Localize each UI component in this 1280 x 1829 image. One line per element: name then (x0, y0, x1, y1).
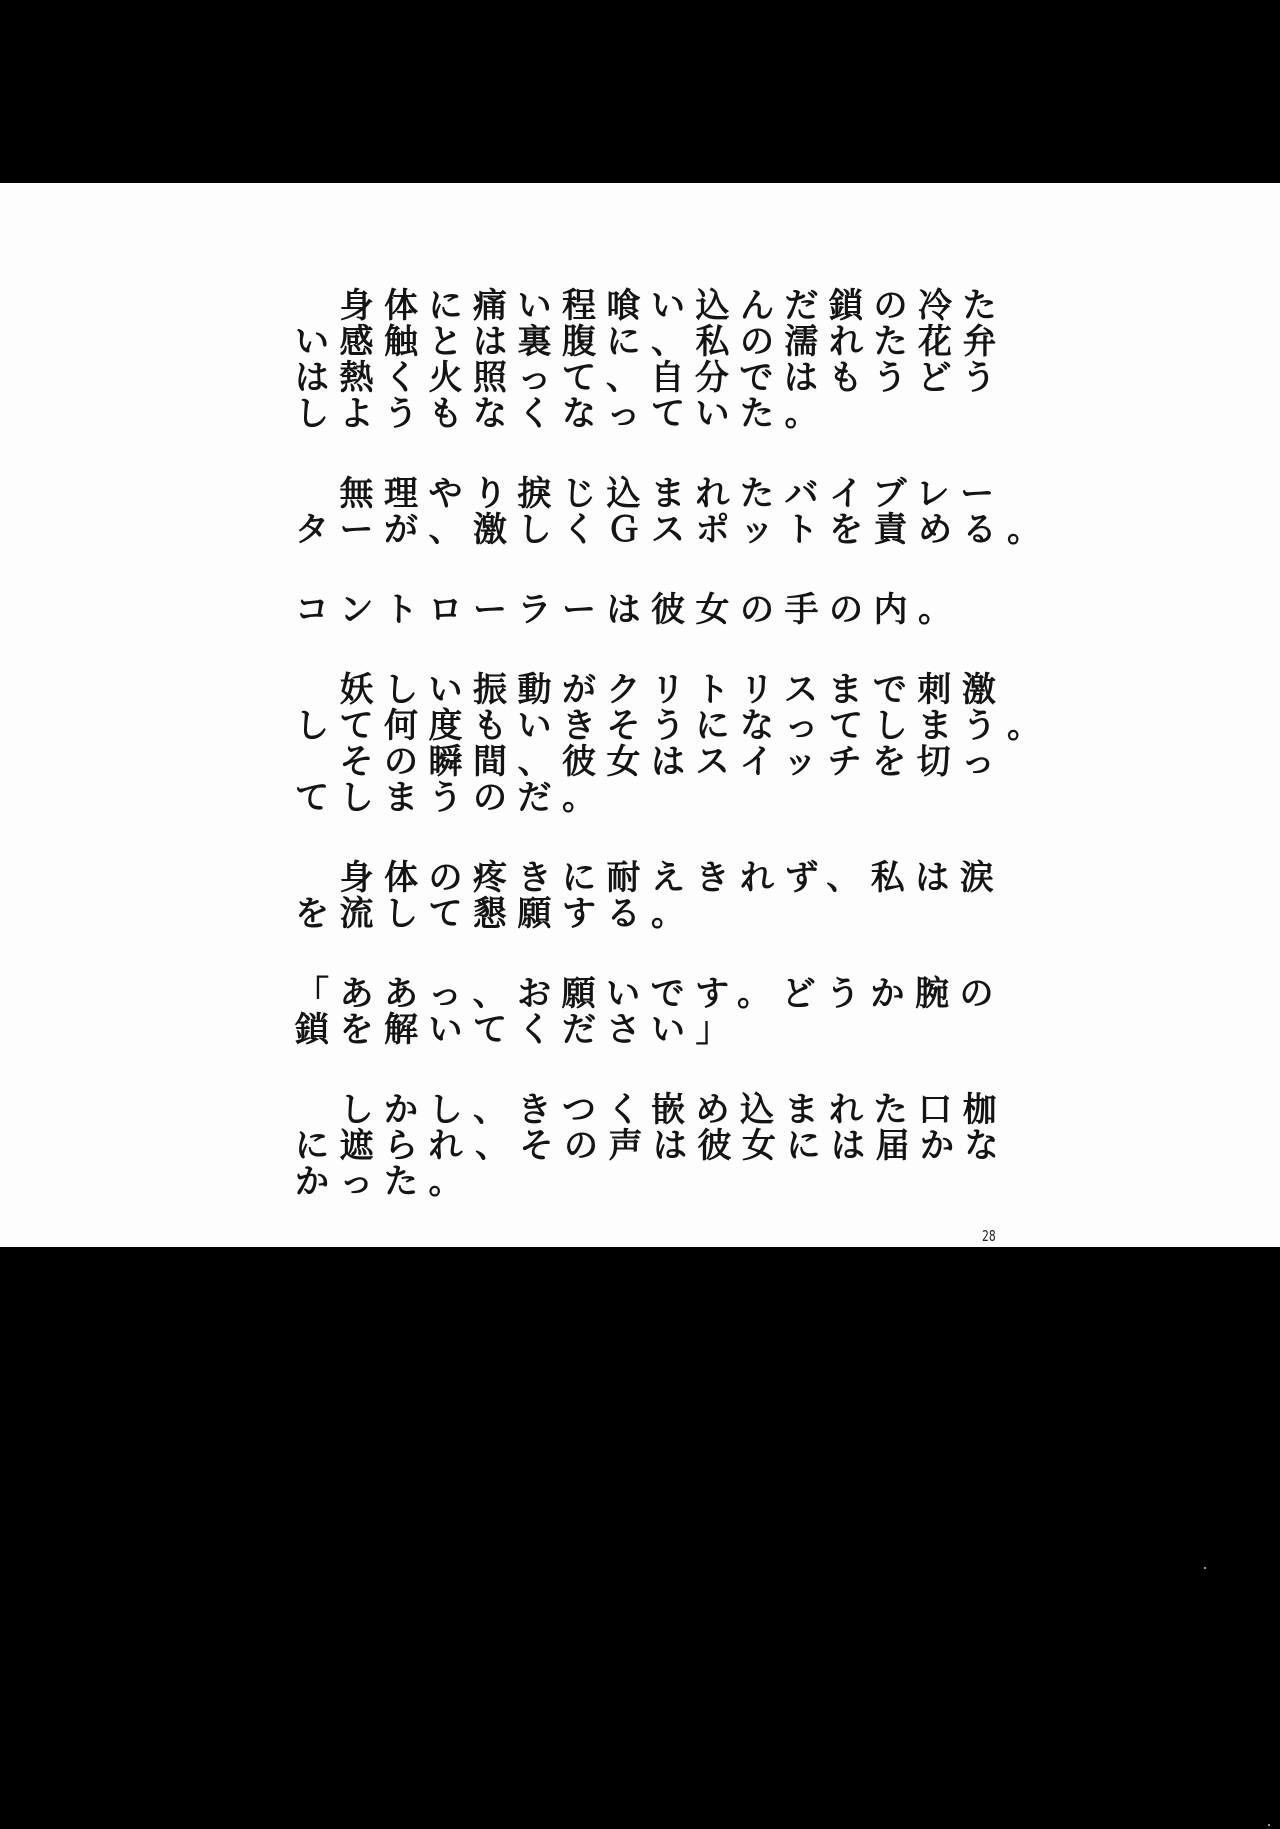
bottom-black-band (0, 1247, 1280, 1829)
text-line: 妖しい振動がクリトリスまで刺激 (295, 670, 1007, 710)
paragraph-6 (295, 976, 1015, 1048)
body-text (295, 286, 1052, 1202)
top-black-band (0, 0, 1280, 183)
text-line: を流して懇願する。 (295, 894, 696, 934)
text-line: 身体の疼きに耐えきれず、私は涙 (295, 858, 1005, 898)
paragraph-5 (295, 860, 1015, 932)
page-number: 28 (982, 1227, 996, 1245)
text-line: てしまうのだ。 (295, 778, 607, 818)
paragraph-7 (295, 1092, 1015, 1200)
paragraph-2 (295, 474, 1052, 550)
text-line: して何度もいきそうになってしまう。 (295, 706, 1052, 746)
text-line: い感触とは裏腹に、私の濡れた花弁 (295, 322, 1007, 362)
text-line: 「ああっ、お願いです。どうか腕の (295, 974, 1004, 1014)
text-line: に遮られ、その声は彼女には届かな (295, 1126, 1010, 1166)
text-line: コントローラーは彼女の手の内。 (295, 590, 963, 630)
dust-speck (1268, 1824, 1270, 1826)
text-line: ターが、激しくＧスポットを責める。 (295, 510, 1052, 550)
text-line: しかし、きつく嵌め込まれた口枷 (295, 1090, 1007, 1130)
text-line: かった。 (295, 1162, 473, 1202)
text-line: 無理やり捩じ込まれたバイブレー (295, 474, 1005, 514)
dust-speck (1204, 1567, 1206, 1569)
paragraph-4 (295, 670, 1052, 818)
text-line: その瞬間、彼女はスイッチを切っ (295, 742, 1006, 782)
paragraph-1 (295, 288, 1015, 432)
text-line: しようもなくなっていた。 (295, 394, 829, 434)
text-line: は熱く火照って、自分ではもうどう (295, 358, 1007, 398)
text-line: 鎖を解いてください」 (295, 1010, 740, 1050)
text-line: 身体に痛い程喰い込んだ鎖の冷た (295, 286, 1007, 326)
paragraph-3 (295, 592, 1015, 628)
